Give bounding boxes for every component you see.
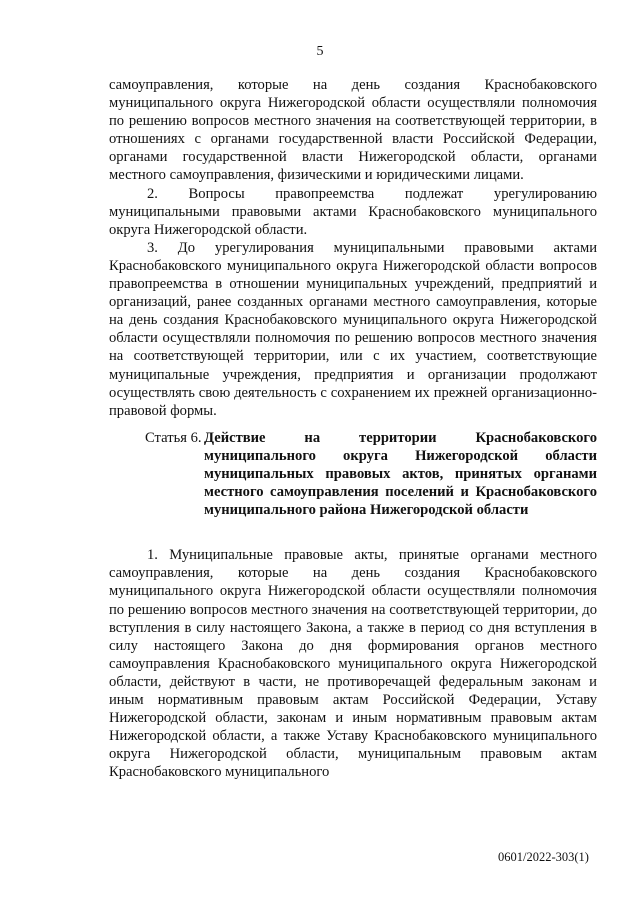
article-title: Действие на территории Краснобаковского муниципального округа Нижегородской области муниципальных правовых актов, принятых органами местного самоуправления поселений и Краснобаковского муниципального района Нижегородской области	[204, 429, 597, 519]
document-code: 0601/2022-303(1)	[498, 850, 589, 864]
article-heading	[109, 429, 597, 519]
paragraph-2: 2. Вопросы правопреемства подлежат урегулированию муниципальными правовыми актами Краснобаковского муниципального округа Нижегородской области.	[109, 185, 597, 238]
document-body	[109, 76, 597, 781]
paragraph-continuation: самоуправления, которые на день создания Краснобаковского муниципального округа Нижегородской области осуществляли полномочия по решению вопросов местного значения на соответствующей территории, в отношениях с органами государственной власти Российской Федерации, органами государственной власти Нижегородской области, органами местного самоуправления, физическими и юридическими лицами.	[109, 77, 597, 184]
paragraph-3: 3. До урегулирования муниципальными правовыми актами Краснобаковского муниципального округа Нижегородской области вопросов правопреемства в отношении муниципальных учреждений, предприятий и организаций, ранее созданных органами местного самоуправления, которые на день создания Краснобаковского муниципального округа Нижегородской области осуществляли полномочия по решению вопросов местного значения на соответствующей территории, или с их участием, соответствующие муниципальные учреждения, предприятия и организации продолжают осуществлять свою деятельность с сохранением их прежней организационно-правовой формы.	[109, 239, 597, 419]
page-number: 5	[316, 44, 324, 59]
article-label: Статья 6.	[145, 429, 202, 446]
article-6-paragraph-1: 1. Муниципальные правовые акты, принятые органами местного самоуправления, которые на день создания Краснобаковского муниципального округа Нижегородской области осуществляли полномочия по решению вопросов местного значения на соответствующей территории, до вступления в силу настоящего Закона, а также в период со дня вступления в силу настоящего Закона до дня формирования органов местного самоуправления Краснобаковского муниципального округа Нижегородской области, действуют в части, не противоречащей федеральным законам и иным нормативным правовым актам Российской Федерации, Уставу Нижегородской области, законам и иным нормативным правовым актам Нижегородской области, а также Уставу Краснобаковского муниципального округа Нижегородской области, муниципальным правовым актам Краснобаковского муниципального	[109, 547, 597, 781]
